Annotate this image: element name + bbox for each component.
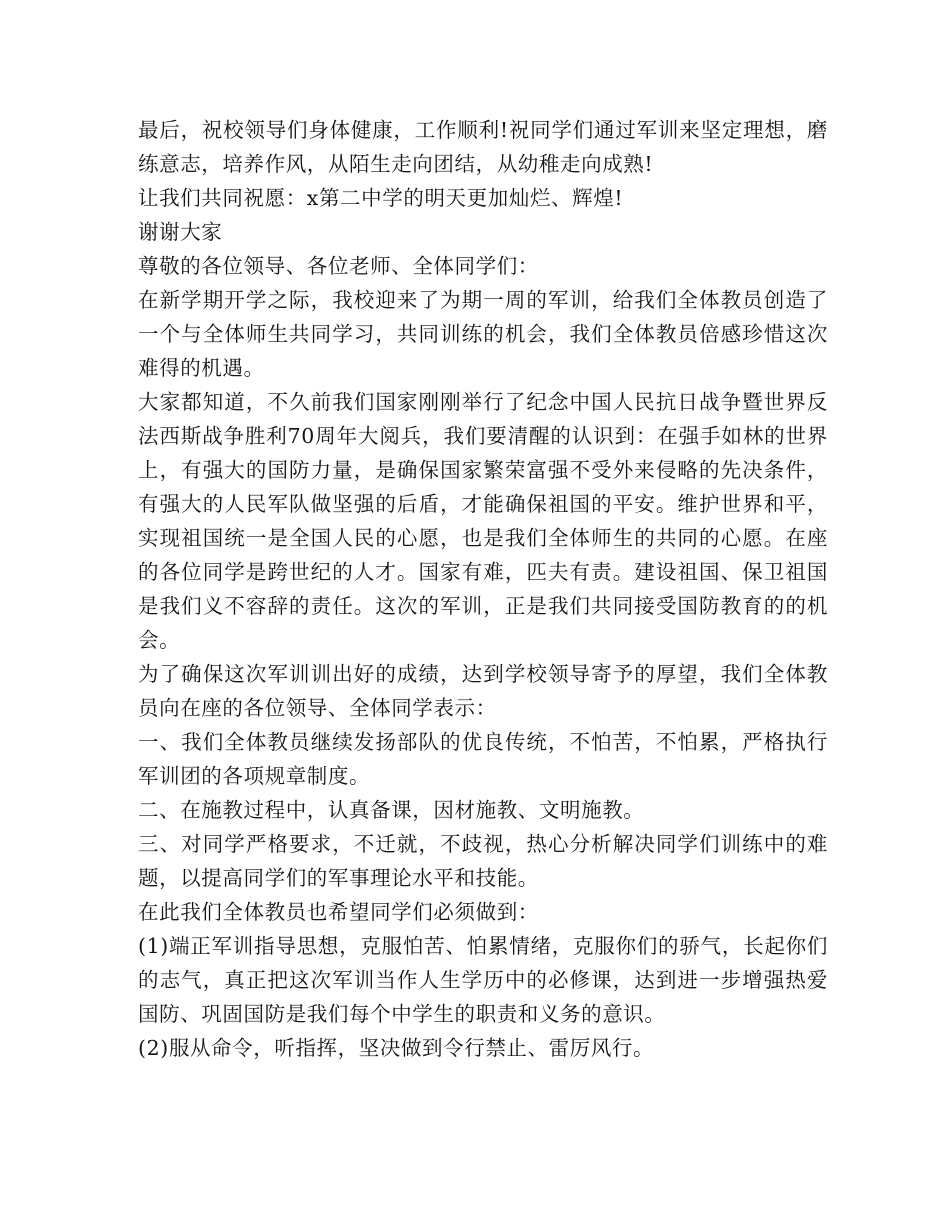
paragraph-commitment-3: 三、对同学严格要求，不迁就，不歧视，热心分析解决同学们训练中的难题，以提高同学们的军事理论水平和技能。: [138, 832, 828, 890]
paragraph-expectation-1: (1)端正军训指导思想，克服怕苦、怕累情绪，克服你们的骄气，长起你们的志气，真正把这次军训当作人生学历中的必修课，达到进一步增强热爱国防、巩固国防是我们每个中学生的职责和义务的意识。: [138, 934, 828, 1026]
paragraph-national-defense: 大家都知道，不久前我们国家刚刚举行了纪念中国人民抗日战争暨世界反法西斯战争胜利70周年大阅兵，我们要清醒的认识到：在强手如林的世界上，有强大的国防力量，是确保国家繁荣富强不受外来侵略的先决条件，有强大的人民军队做坚强的后盾，才能确保祖国的平安。维护世界和平，实现祖国统一是全国人民的心愿，也是我们全体师生的共同的心愿。在座的各位同学是跨世纪的人才。国家有难，匹夫有责。建设祖国、保卫祖国是我们义不容辞的责任。这次的军训，正是我们共同接受国防教育的的机会。: [138, 390, 828, 652]
document-body: [138, 113, 828, 1065]
paragraph-salutation: 尊敬的各位领导、各位老师、全体同学们：: [138, 254, 539, 278]
paragraph-school-wish: 让我们共同祝愿：x第二中学的明天更加灿烂、辉煌!: [138, 186, 624, 210]
paragraph-expectations-intro: 在此我们全体教员也希望同学们必须做到：: [138, 900, 539, 924]
paragraph-intro: 在新学期开学之际，我校迎来了为期一周的军训，给我们全体教员创造了一个与全体师生共同学习，共同训练的机会，我们全体教员倍感珍惜这次难得的机遇。: [138, 288, 828, 380]
paragraph-commitment-intro: 为了确保这次军训训出好的成绩，达到学校领导寄予的厚望，我们全体教员向在座的各位领导、全体同学表示：: [138, 662, 828, 720]
paragraph-commitment-2: 二、在施教过程中，认真备课，因材施教、文明施教。: [138, 798, 645, 822]
paragraph-closing-wishes: 最后，祝校领导们身体健康，工作顺利!祝同学们通过军训来坚定理想，磨练意志，培养作风，从陌生走向团结，从幼稚走向成熟!: [138, 118, 828, 176]
paragraph-expectation-2: (2)服从命令，听指挥，坚决做到令行禁止、雷厉风行。: [138, 1036, 655, 1060]
paragraph-thanks: 谢谢大家: [138, 220, 223, 244]
paragraph-commitment-1: 一、我们全体教员继续发扬部队的优良传统，不怕苦，不怕累，严格执行军训团的各项规章制度。: [138, 730, 828, 788]
